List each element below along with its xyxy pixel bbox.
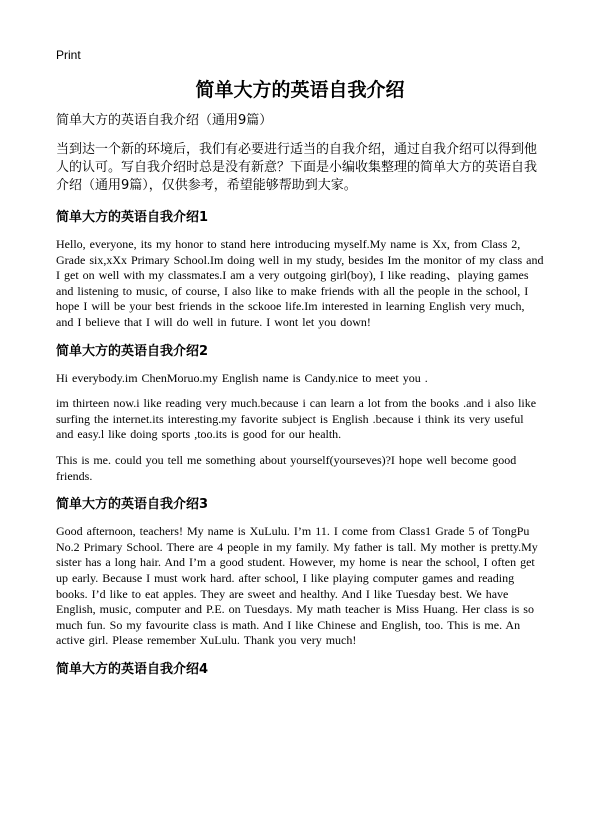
section-paragraph: Hello, everyone, its my honor to stand here introducing myself.My name is Xx, from Class 2, Grade six,xXx Primary School.Im doing well in my study, besides Im the monitor of my class and I get on well with my classmates.I am a very outgoing girl(boy), I like reading、playing games and listening to music, of course, I also like to make friends with all the people in the school, I hope I will be your best friends in the sckooe life.Im interested in learning English very much, and I believe that I will do well in future. I wont let you down! [56,237,544,329]
document-title: 简单大方的英语自我介绍 [195,79,405,101]
section-4 [56,661,544,679]
section-paragraph: This is me. could you tell me something about yourself(yourseves)?I hope well become good friends. [56,452,517,483]
section-paragraph: Good afternoon, teachers! My name is XuLulu. I’m 11. I come from Class1 Grade 5 of TongPu No.2 Primary School. There are 4 people in my family. My father is tall. My mother is pretty.My sister has a long hair. And I’m a good student. However, my home is near the school, I often get up early. Because I must work hard. after school, I like playing computer games and reading books. I’d like to eat apples. They are sweet and healthy. And I like Tuesday best. We have English, music, computer and P.E. on Tuesdays. My math teacher is Miss Huang. Her class is so much fun. So my favourite class is math. And I like Chinese and English, too. This is me. An active girl. Please remember XuLulu. Thank you very much! [56,524,538,648]
section-heading: 简单大方的英语自我介绍2 [56,343,209,359]
section-paragraph: Hi everybody.im ChenMoruo.my English name is Candy.nice to meet you . [56,370,428,385]
section-heading: 简单大方的英语自我介绍4 [56,661,209,677]
section-3 [56,496,544,649]
document-subtitle: 简单大方的英语自我介绍（通用9篇） [56,113,273,128]
section-heading: 简单大方的英语自我介绍1 [56,210,209,225]
document-intro: 当到达一个新的环境后，我们有必要进行适当的自我介绍，通过自我介绍可以得到他人的认可。写自我介绍时总是没有新意？下面是小编收集整理的简单大方的英语自我介绍（通用9篇），仅供参考，希望能够帮助到大家。 [56,142,538,193]
section-1 [56,209,544,331]
section-2 [56,343,544,485]
section-paragraph: im thirteen now.i like reading very much.because i can learn a lot from the books .and i also like surfing the internet.its interesting.my favorite subject is English .because i think its very useful and easy.l like doing sports ,too.its is good for our health. [56,396,537,442]
print-link[interactable]: Print [56,48,81,62]
section-heading: 简单大方的英语自我介绍3 [56,497,209,513]
